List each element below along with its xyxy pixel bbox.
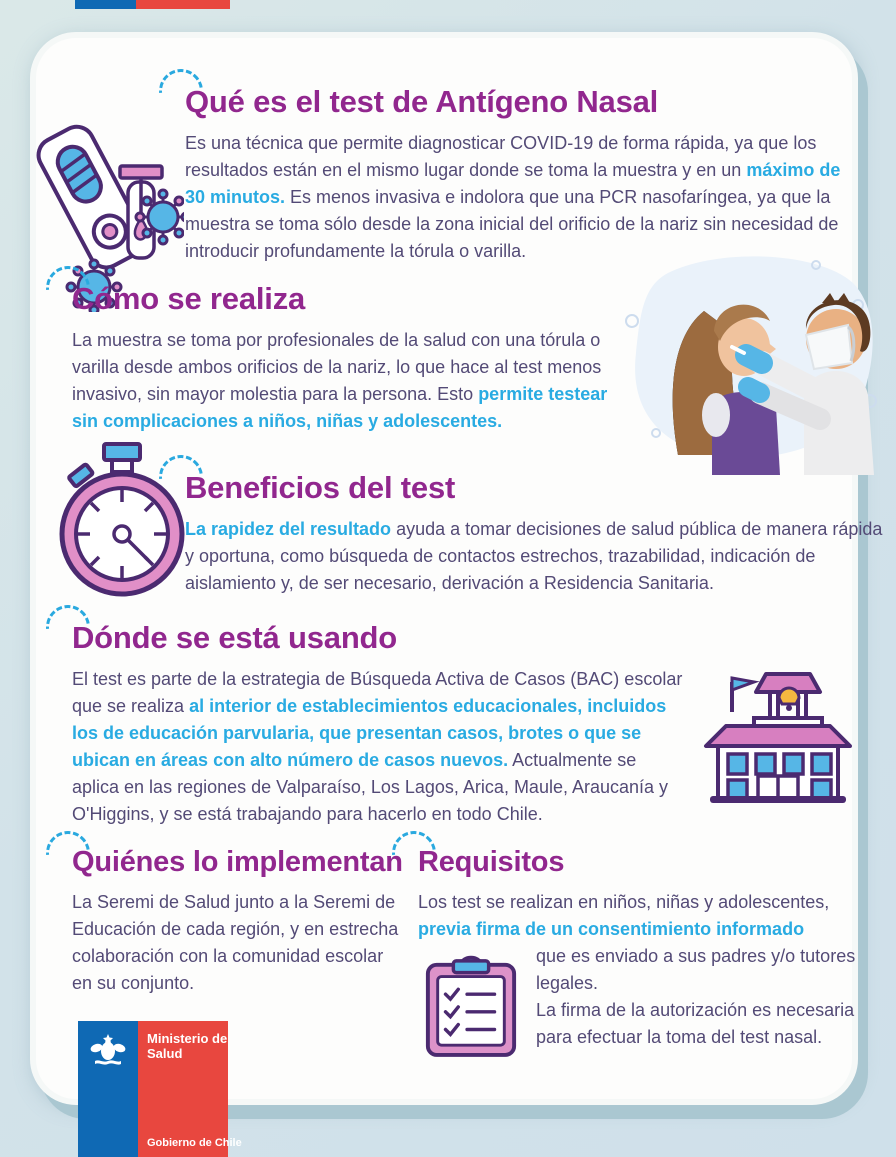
logo-blue-column <box>78 1021 138 1157</box>
section-benefits-title-text: Beneficios del test <box>185 470 456 505</box>
section-what-is <box>185 84 851 265</box>
ministry-name <box>147 1031 227 1062</box>
section-requirements-title <box>418 846 874 879</box>
section-where <box>72 620 684 828</box>
section-requirements-title-text: Requisitos <box>418 846 565 878</box>
section-who <box>72 846 406 997</box>
government-label: Gobierno de Chile <box>147 1137 242 1149</box>
chile-coat-of-arms-icon <box>90 1033 126 1069</box>
section-requirements <box>418 846 874 1061</box>
section-benefits <box>185 470 885 597</box>
requirements-body2: que es enviado a sus padres y/o tutores legales. <box>536 946 856 994</box>
section-how-title <box>72 281 622 317</box>
school-icon <box>692 646 864 808</box>
section-requirements-body <box>418 889 874 1051</box>
section-where-title <box>72 620 684 656</box>
section-what-is-body: Es una técnica que permite diagnosticar COVID-19 de forma rápida, ya que los resultados están en el mismo lugar donde se toma la muestra y en un máximo de 30 minutos. Es menos invasiva e indolora que una PCR nasofaríngea, ya que la muestra se toma sólo desde la zona inicial del orificio de la nariz sin necesidad de introducir profundamente la tórula o varilla. <box>185 132 841 261</box>
flag-red-block <box>136 0 230 9</box>
section-where-body: El test es parte de la estrategia de Búsqueda Activa de Casos (BAC) escolar que se realiza al interior de establecimientos educacionales, incluidos los de educación parvularia, que presentan casos, brotes o que se ubican en áreas con alto número de casos nuevos. Actualmente se aplica en las regiones de Valparaíso, Los Lagos, Arica, Maule, Araucanía y O'Higgins, y se está trabajando para hacerlo en todo Chile. <box>72 668 683 824</box>
requirements-intro: Los test se realizan en niños, niñas y adolescentes, previa firma de un consentimiento informado <box>418 892 830 940</box>
section-how-title-text: Cómo se realiza <box>72 281 306 316</box>
gobierno-de-chile-logo <box>78 1021 242 1157</box>
nasal-swab-illustration <box>608 243 890 475</box>
logo-red-column <box>138 1021 242 1157</box>
ministry-line2: Salud <box>147 1046 183 1062</box>
section-how-body: La muestra se toma por profesionales de la salud con una tórula o varilla desde ambos orificios de la nariz, lo que hace al test menos invasivo, sin mayor molestia para la persona. Esto permite testear sin complicaciones a niños, niñas y adolescentes. <box>72 329 608 431</box>
flag-blue-block <box>75 0 136 9</box>
section-what-is-title <box>185 84 851 120</box>
ministry-line1: Ministerio de <box>147 1031 228 1046</box>
section-who-title-text: Quiénes lo implementan <box>72 846 403 878</box>
section-who-body: La Seremi de Salud junto a la Seremi de Educación de cada región, y en estrecha colaboración con la comunidad escolar en su conjunto. <box>72 892 399 994</box>
section-benefits-body: La rapidez del resultado ayuda a tomar decisiones de salud pública de manera rápida y oportuna, como búsqueda de contactos estrechos, trazabilidad, indicación de aislamiento y, de ser necesario, derivación a Residencia Sanitaria. <box>185 518 883 593</box>
infographic-card <box>30 32 883 1105</box>
section-who-title <box>72 846 406 879</box>
section-what-is-title-text: Qué es el test de Antígeno Nasal <box>185 84 659 119</box>
requirements-body3: La firma de la autorización es necesaria para efectuar la toma del test nasal. <box>536 1000 855 1048</box>
section-benefits-title <box>185 470 885 506</box>
chile-flag-strip <box>75 0 230 9</box>
section-where-title-text: Dónde se está usando <box>72 620 398 655</box>
section-how <box>72 281 622 435</box>
consent-checklist-icon <box>422 949 520 1059</box>
